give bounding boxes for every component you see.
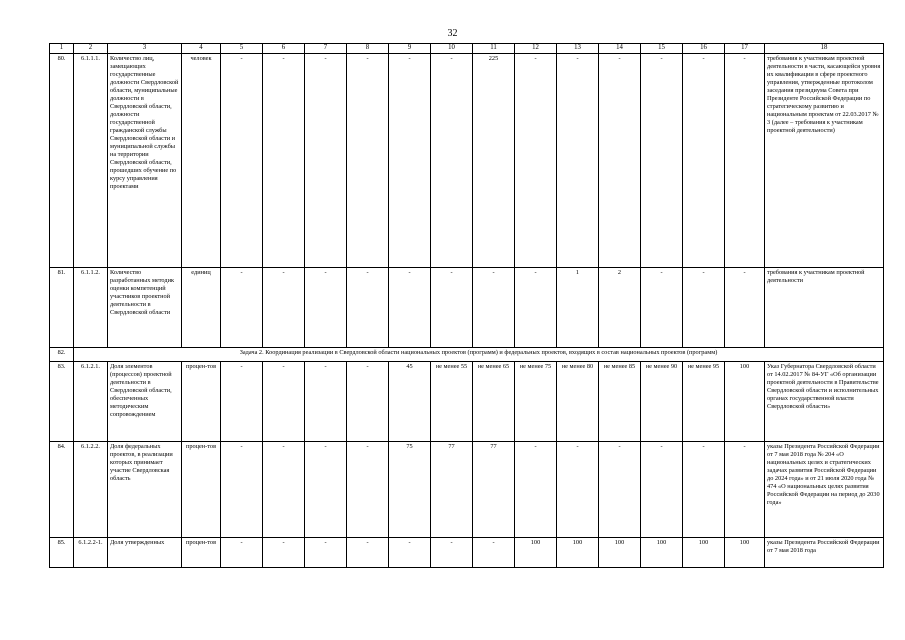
- value-col-13: 100: [557, 537, 599, 567]
- value-col-10: -: [431, 537, 473, 567]
- indicator-code: 6.1.1.1.: [74, 53, 108, 267]
- value-col-5: -: [221, 53, 263, 267]
- row-number: 80.: [50, 53, 74, 267]
- unit-of-measure: процен-тов: [182, 537, 221, 567]
- value-col-11: -: [473, 537, 515, 567]
- table-row: [50, 267, 884, 347]
- value-col-16: -: [683, 441, 725, 537]
- task-row: [50, 347, 884, 361]
- value-col-7: -: [305, 361, 347, 441]
- column-header: 13: [557, 44, 599, 54]
- value-col-12: -: [515, 267, 557, 347]
- column-header: 2: [74, 44, 108, 54]
- table-row: [50, 361, 884, 441]
- value-col-9: -: [389, 537, 431, 567]
- value-col-13: 1: [557, 267, 599, 347]
- column-header: 8: [347, 44, 389, 54]
- value-col-16: -: [683, 267, 725, 347]
- value-col-6: -: [263, 537, 305, 567]
- value-col-15: -: [641, 53, 683, 267]
- value-col-17: 100: [725, 361, 765, 441]
- value-col-8: -: [347, 537, 389, 567]
- value-col-17: -: [725, 267, 765, 347]
- value-col-13: -: [557, 441, 599, 537]
- page-number: 32: [447, 28, 458, 39]
- value-col-12: не менее 75: [515, 361, 557, 441]
- indicator-name: Количество разработанных методик оценки компетенций участников проектной деятельности в Свердловской области: [108, 267, 182, 347]
- column-header: 10: [431, 44, 473, 54]
- row-number: 81.: [50, 267, 74, 347]
- column-header: 15: [641, 44, 683, 54]
- value-col-9: -: [389, 267, 431, 347]
- value-col-11: не менее 65: [473, 361, 515, 441]
- value-col-10: -: [431, 53, 473, 267]
- value-col-12: 100: [515, 537, 557, 567]
- column-header: 11: [473, 44, 515, 54]
- column-header: 9: [389, 44, 431, 54]
- value-col-7: -: [305, 537, 347, 567]
- value-col-12: -: [515, 53, 557, 267]
- column-header: 5: [221, 44, 263, 54]
- unit-of-measure: процен-тов: [182, 361, 221, 441]
- column-header: 4: [182, 44, 221, 54]
- value-col-9: 75: [389, 441, 431, 537]
- column-number-row: [50, 44, 884, 54]
- column-header: 18: [765, 44, 884, 54]
- value-col-16: -: [683, 53, 725, 267]
- value-col-17: -: [725, 441, 765, 537]
- table-row: [50, 53, 884, 267]
- indicator-name: Доля федеральных проектов, в реализации которых принимает участие Свердловская область: [108, 441, 182, 537]
- column-header: 12: [515, 44, 557, 54]
- value-col-12: -: [515, 441, 557, 537]
- indicator-code: 6.1.1.2.: [74, 267, 108, 347]
- row-number: 82.: [50, 347, 74, 361]
- value-col-5: -: [221, 267, 263, 347]
- indicator-source: требования к участникам проектной деятельности в части, касающейся уровня их квалификации в сфере проектного управления, утвержденные протоколом заседания президиума Совета при Президенте Российской Федерации по стратегическому развитию и национальным проектам от 22.03.2017 № 3 (далее – требования к участникам проектной деятельности): [765, 53, 884, 267]
- indicator-name: Доля утвержденных: [108, 537, 182, 567]
- indicators-table: [49, 43, 884, 568]
- table-row: [50, 537, 884, 567]
- unit-of-measure: человек: [182, 53, 221, 267]
- column-header: 6: [263, 44, 305, 54]
- column-header: 1: [50, 44, 74, 54]
- value-col-10: не менее 55: [431, 361, 473, 441]
- value-col-15: -: [641, 441, 683, 537]
- indicator-name: Доля элементов (процессов) проектной деятельности в Свердловской области, обеспеченных методическим сопровождением: [108, 361, 182, 441]
- value-col-6: -: [263, 267, 305, 347]
- value-col-17: 100: [725, 537, 765, 567]
- value-col-14: не менее 85: [599, 361, 641, 441]
- value-col-11: 77: [473, 441, 515, 537]
- value-col-5: -: [221, 441, 263, 537]
- value-col-8: -: [347, 53, 389, 267]
- value-col-13: не менее 80: [557, 361, 599, 441]
- value-col-16: 100: [683, 537, 725, 567]
- row-number: 83.: [50, 361, 74, 441]
- indicator-code: 6.1.2.1.: [74, 361, 108, 441]
- value-col-8: -: [347, 441, 389, 537]
- value-col-7: -: [305, 53, 347, 267]
- value-col-6: -: [263, 53, 305, 267]
- indicator-source: требования к участникам проектной деятельности: [765, 267, 884, 347]
- indicator-source: указы Президента Российской Федерации от 7 мая 2018 года: [765, 537, 884, 567]
- value-col-15: 100: [641, 537, 683, 567]
- value-col-8: -: [347, 361, 389, 441]
- column-header: 3: [108, 44, 182, 54]
- column-header: 14: [599, 44, 641, 54]
- value-col-6: -: [263, 361, 305, 441]
- value-col-10: 77: [431, 441, 473, 537]
- column-header: 16: [683, 44, 725, 54]
- column-header: 17: [725, 44, 765, 54]
- indicator-name: Количество лиц, замещающих государственные должности Свердловской области, муниципальные должности в Свердловской области, должности государственной гражданской службы Свердловской области и муниципальной службы на территории Свердловской области, прошедших обучение по курсу управления проектами: [108, 53, 182, 267]
- table-row: [50, 441, 884, 537]
- value-col-14: -: [599, 53, 641, 267]
- value-col-7: -: [305, 267, 347, 347]
- unit-of-measure: единиц: [182, 267, 221, 347]
- indicator-source: Указ Губернатора Свердловской области от 14.02.2017 № 84-УГ «Об организации проектной деятельности в Правительстве Свердловской области и исполнительных органах государственной власти Свердловской области»: [765, 361, 884, 441]
- value-col-14: 2: [599, 267, 641, 347]
- indicator-code: 6.1.2.2-1.: [74, 537, 108, 567]
- row-number: 84.: [50, 441, 74, 537]
- unit-of-measure: процен-тов: [182, 441, 221, 537]
- value-col-6: -: [263, 441, 305, 537]
- value-col-15: не менее 90: [641, 361, 683, 441]
- value-col-14: -: [599, 441, 641, 537]
- value-col-8: -: [347, 267, 389, 347]
- indicator-source: указы Президента Российской Федерации от 7 мая 2018 года № 204 «О национальных целях и стратегических задачах развития Российской Федерации до 2024 года» и от 21 июля 2020 года № 474 «О национальных целях развития Российской Федерации на период до 2030 года»: [765, 441, 884, 537]
- value-col-17: -: [725, 53, 765, 267]
- task-heading: Задача 2. Координация реализации в Свердловской области национальных проектов (программ) и федеральных проектов, входящих в состав национальных проектов (программ): [74, 347, 884, 361]
- value-col-16: не менее 95: [683, 361, 725, 441]
- value-col-13: -: [557, 53, 599, 267]
- value-col-9: 45: [389, 361, 431, 441]
- value-col-11: -: [473, 267, 515, 347]
- indicator-code: 6.1.2.2.: [74, 441, 108, 537]
- row-number: 85.: [50, 537, 74, 567]
- value-col-15: -: [641, 267, 683, 347]
- value-col-5: -: [221, 361, 263, 441]
- column-header: 7: [305, 44, 347, 54]
- value-col-10: -: [431, 267, 473, 347]
- value-col-9: -: [389, 53, 431, 267]
- value-col-11: 225: [473, 53, 515, 267]
- value-col-5: -: [221, 537, 263, 567]
- value-col-7: -: [305, 441, 347, 537]
- value-col-14: 100: [599, 537, 641, 567]
